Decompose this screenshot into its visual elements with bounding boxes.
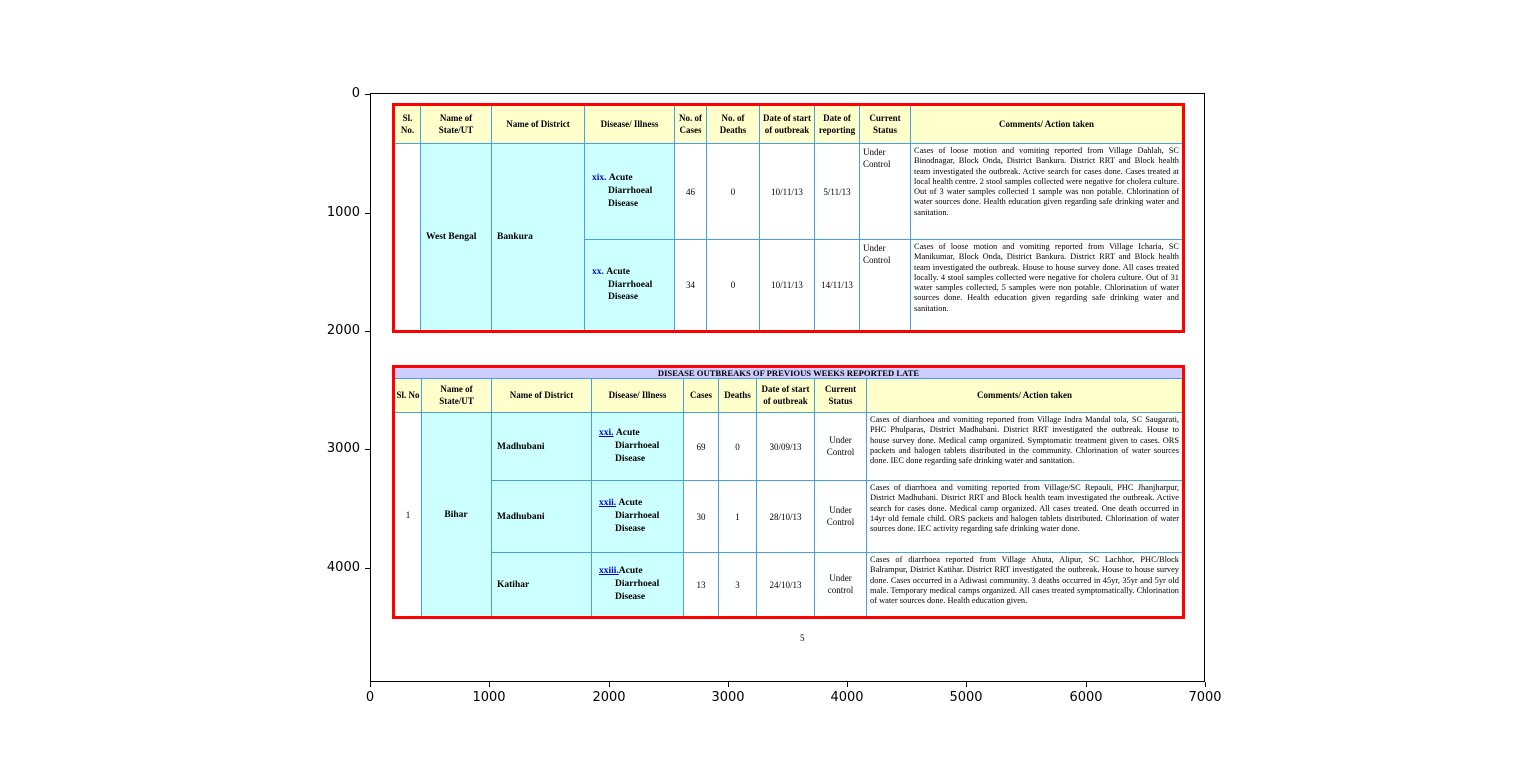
- x-tick-label: 7000: [1188, 690, 1222, 705]
- disease-index: xxii.: [599, 498, 617, 509]
- cell-comments: Cases of diarrhoea and vomiting reported from Village Indra Mandal tola, SC Saugarati, PHC Phulparas, District Madhubani. District RRT investigated the outbreak. House to house survey done. Medical camp organized. Symptomatic treatment given to cases. ORS packets and halogen tablets distributed in the community. Chlorination of water sources done. IEC done regarding safe drinking water and sanitation.: [867, 413, 1184, 481]
- x-tick: [966, 682, 967, 687]
- table-row: [394, 481, 1184, 553]
- cell-state: West Bengal: [421, 144, 492, 332]
- cell-status: Under control: [815, 553, 867, 618]
- cell-comments: Cases of diarrhoea reported from Village Ahuta, Alipur, SC Lachhor, PHC/Block Balrampur, District Katihar. District RRT investigated the outbreak. House to house survey done. Cases occurred in a Adiwasi community. 3 deaths occurred in 45yr, 35yr and 5yr old male. Temporary medical camps organized. All cases treated symptomatically. Chlorination of water sources done. Health education given.: [867, 553, 1184, 618]
- cell-sl-no: [394, 144, 421, 332]
- cell-deaths: 0: [719, 413, 757, 481]
- cell-deaths: 1: [719, 481, 757, 553]
- disease-index: xx.: [592, 266, 604, 277]
- disease-index: xxi.: [599, 428, 614, 439]
- table-row: [394, 413, 1184, 481]
- y-tick-label: 0: [351, 86, 360, 101]
- cell-district: Madhubani: [492, 413, 592, 481]
- x-tick: [847, 682, 848, 687]
- cell-start-date: 28/10/13: [757, 481, 815, 553]
- header-district: Name of District: [492, 105, 585, 144]
- disease-index: xix.: [592, 173, 607, 184]
- cell-district: Madhubani: [492, 481, 592, 553]
- x-tick: [609, 682, 610, 687]
- y-tick: [365, 331, 370, 332]
- x-tick-label: 3000: [711, 690, 745, 705]
- header-comments: Comments/ Action taken: [867, 379, 1184, 413]
- header-deaths: Deaths: [719, 379, 757, 413]
- header-deaths: No. of Deaths: [707, 105, 760, 144]
- header-reporting-date: Date of reporting: [815, 105, 860, 144]
- cell-disease: xxii. Acute Diarrhoeal Disease: [599, 498, 660, 534]
- table-row: [394, 553, 1184, 618]
- y-tick: [365, 94, 370, 95]
- cell-comments: Cases of diarrhoea and vomiting reported from Village/SC Repauli, PHC Jhanjharpur, District Madhubani. District RRT and Block health team investigated the outbreak. Active search for cases done. Medical camp organized. All cases treated. One death occurred in 14yr old female child. ORS packets and halogen tablets distributed. Chlorination of water sources done. IEC activity regarding safe drinking water done.: [867, 481, 1184, 553]
- header-sl-no: Sl. No.: [394, 105, 421, 144]
- cell-status: Under Control: [860, 240, 911, 332]
- cell-start-date: 10/11/13: [760, 240, 815, 332]
- cell-disease: xx. Acute Diarrhoeal Disease: [592, 266, 653, 303]
- cell-comments: Cases of loose motion and vomiting reported from Village Dahlah, SC Binodnagar, Block Onda, District Bankura. District RRT and Block health team investigated the outbreak. Active search for cases done. Cases treated at local health centre. 2 stool samples collected were negative for cholera culture. Out of 3 water samples collected 1 sample was non potable. Chlorination of water sources done. Health education given regarding safe drinking water and sanitation.: [911, 144, 1184, 240]
- cell-reporting-date: 5/11/13: [815, 144, 860, 240]
- x-tick: [489, 682, 490, 687]
- header-cases: Cases: [684, 379, 719, 413]
- x-tick: [728, 682, 729, 687]
- cell-cases: 46: [675, 144, 707, 240]
- cell-district: Katihar: [492, 553, 592, 618]
- cell-disease: xxi. Acute Diarrhoeal Disease: [599, 428, 660, 464]
- y-tick-label: 3000: [326, 441, 360, 456]
- x-tick: [1205, 682, 1206, 687]
- x-tick-label: 5000: [949, 690, 983, 705]
- cell-cases: 69: [684, 413, 719, 481]
- header-cases: No. of Cases: [675, 105, 707, 144]
- cell-start-date: 10/11/13: [760, 144, 815, 240]
- page-number: 5: [800, 633, 805, 643]
- cell-state: Bihar: [422, 413, 492, 618]
- header-state: Name of State/UT: [422, 379, 492, 413]
- cell-reporting-date: 14/11/13: [815, 240, 860, 332]
- cell-status: Under Control: [815, 413, 867, 481]
- header-start-date: Date of start of outbreak: [760, 105, 815, 144]
- header-district: Name of District: [492, 379, 592, 413]
- y-tick: [365, 449, 370, 450]
- cell-cases: 13: [684, 553, 719, 618]
- cell-disease: xxiii.Acute Diarrhoeal Disease: [599, 566, 660, 602]
- cell-district: Bankura: [492, 144, 585, 332]
- table-row: [394, 144, 1184, 240]
- late-outbreak-table: [392, 365, 1185, 619]
- cell-disease: xix. Acute Diarrhoeal Disease: [592, 173, 653, 209]
- header-disease: Disease/ Illness: [592, 379, 684, 413]
- header-status: Current Status: [815, 379, 867, 413]
- cell-start-date: 30/09/13: [757, 413, 815, 481]
- cell-comments: Cases of loose motion and vomiting reported from Village Icharia, SC Manikumar, Block Onda, District Bankura. District RRT and Block health team investigated the outbreak. House to house survey done. All cases treated locally. 4 stool samples collected were negative for cholera culture. Out of 31 water samples collected, 5 samples were non potable. Chlorination of water sources done. Health education given regarding safe drinking water and sanitation.: [911, 240, 1184, 332]
- header-sl-no: Sl. No: [394, 379, 422, 413]
- cell-status: Under Control: [860, 144, 911, 240]
- y-tick-label: 4000: [326, 560, 360, 575]
- disease-index: xxiii.: [599, 566, 619, 577]
- header-start-date: Date of start of outbreak: [757, 379, 815, 413]
- cell-deaths: 3: [719, 553, 757, 618]
- header-disease: Disease/ Illness: [585, 105, 675, 144]
- cell-cases: 34: [675, 240, 707, 332]
- cell-deaths: 0: [707, 240, 760, 332]
- cell-cases: 30: [684, 481, 719, 553]
- y-tick: [365, 568, 370, 569]
- header-comments: Comments/ Action taken: [911, 105, 1184, 144]
- x-tick-label: 1000: [472, 690, 506, 705]
- y-tick-label: 2000: [326, 323, 360, 338]
- header-state: Name of State/UT: [421, 105, 492, 144]
- x-tick: [1086, 682, 1087, 687]
- x-tick: [370, 682, 371, 687]
- x-tick-label: 2000: [592, 690, 626, 705]
- cell-start-date: 24/10/13: [757, 553, 815, 618]
- x-tick-label: 0: [365, 690, 375, 705]
- cell-deaths: 0: [707, 144, 760, 240]
- y-tick-label: 1000: [326, 205, 360, 220]
- x-tick-label: 6000: [1069, 690, 1103, 705]
- header-status: Current Status: [860, 105, 911, 144]
- cell-status: Under Control: [815, 481, 867, 553]
- y-tick: [365, 213, 370, 214]
- table-title: DISEASE OUTBREAKS OF PREVIOUS WEEKS REPORTED LATE: [394, 367, 1184, 379]
- cell-sl-no: 1: [394, 413, 422, 618]
- x-tick-label: 4000: [830, 690, 864, 705]
- outbreak-table: [392, 103, 1185, 333]
